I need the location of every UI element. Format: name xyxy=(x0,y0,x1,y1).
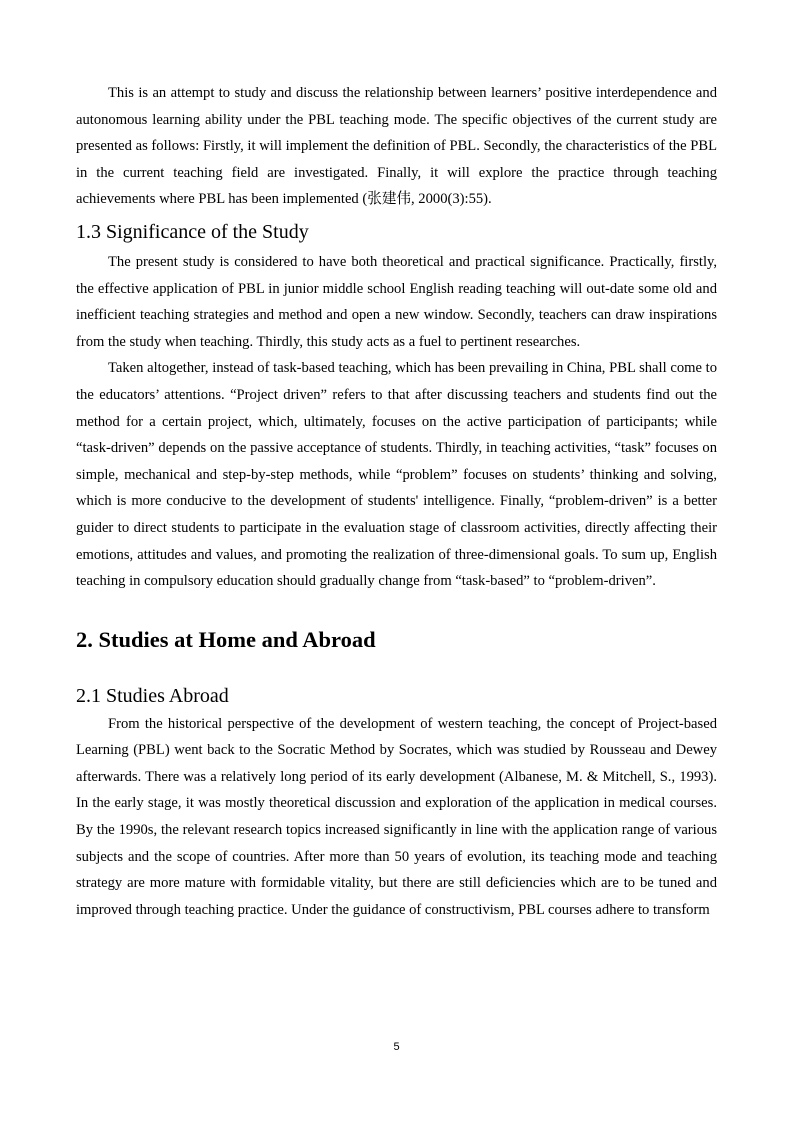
section-1-3-paragraph-1: The present study is considered to have both theoretical and practical significance. Practically, firstly, the effective application of PBL in junior middle school English reading teaching will out-date some old and inefficient teaching strategies and method and open a new window. Secondly, teachers can draw inspirations from the study when teaching. Thirdly, this study acts as a fuel to pertinent researches. xyxy=(76,253,717,350)
section-2-1-heading: 2.1 Studies Abroad xyxy=(76,684,229,707)
section-1-3-heading: 1.3 Significance of the Study xyxy=(76,220,309,243)
page-number: 5 xyxy=(393,1041,400,1053)
intro-paragraph: This is an attempt to study and discuss the relationship between learners’ positive interdependence and autonomous learning ability under the PBL teaching mode. The specific objectives of the current study are presented as follows: Firstly, it will implement the definition of PBL. Secondly, the characteristics of the PBL in the current teaching field are investigated. Finally, it will explore the practice through teaching achievements where PBL has been implemented (张建伟, 2000(3):55). xyxy=(76,85,717,208)
section-1-3-paragraph-2: Taken altogether, instead of task-based teaching, which has been prevailing in China, PBL shall come to the educators’ attentions. “Project driven” refers to that after discussing teachers and students find out the method for a certain project, which, ultimately, focuses on the active participation of participants; while “task-driven” depends on the passive acceptance of students. Thirdly, in teaching activities, “task” focuses on simple, mechanical and step-by-step methods, while “problem” focuses on students’ thinking and solving, which is more conducive to the development of students' intelligence. Finally, “problem-driven” is a better guider to direct students to participate in the evaluation stage of classroom activities, directly affecting their emotions, attitudes and values, and promoting the realization of three-dimensional goals. To sum up, English teaching in compulsory education should gradually change from “task-based” to “problem-driven”. xyxy=(76,360,717,590)
section-2-heading: 2. Studies at Home and Abroad xyxy=(76,626,376,652)
section-2-1-paragraph-1: From the historical perspective of the development of western teaching, the concept of Project-based Learning (PBL) went back to the Socratic Method by Socrates, which was studied by Rousseau and Dewey afterwards. There was a relatively long period of its early development (Albanese, M. & Mitchell, S., 1993). In the early stage, it was mostly theoretical discussion and exploration of the application in medical courses. By the 1990s, the relevant research topics increased significantly in line with the application range of various subjects and the scope of countries. After more than 50 years of evolution, its teaching mode and teaching strategy are more mature with formidable vitality, but there are still deficiencies which are to be tuned and improved through teaching practice. Under the guidance of constructivism, PBL courses adhere to transform xyxy=(76,715,717,918)
page-content xyxy=(76,80,717,923)
